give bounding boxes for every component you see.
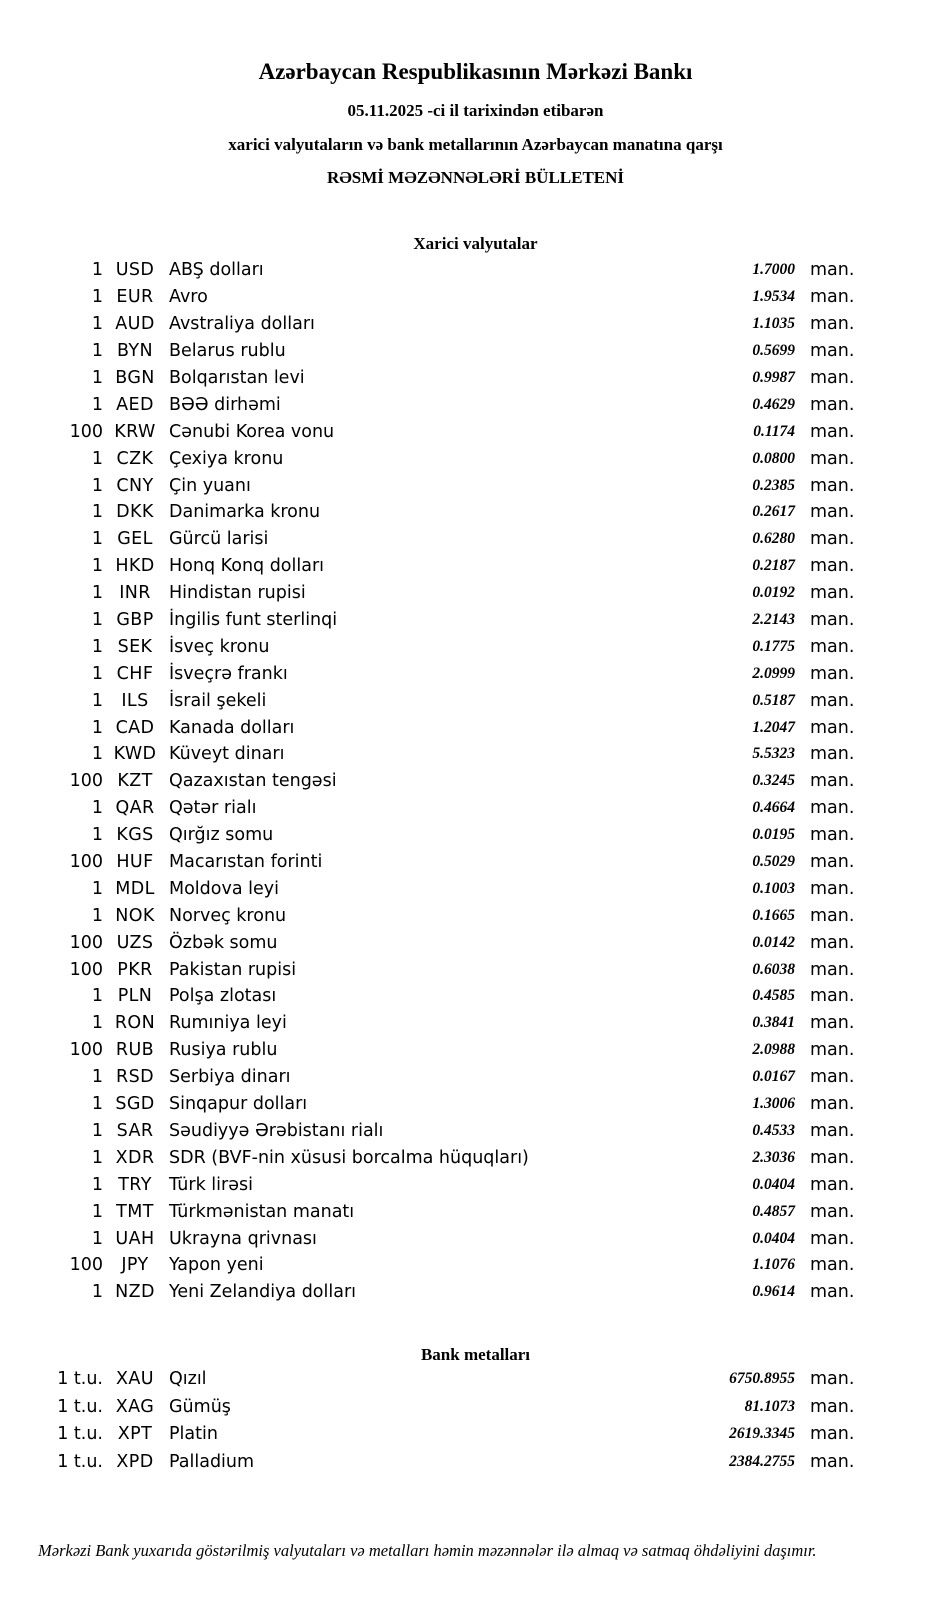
currency-name: Küveyt dinarı <box>169 744 285 765</box>
currencies-table <box>0 257 855 1306</box>
currency-name: İsrail şekeli <box>169 690 267 711</box>
metal-name: Palladium <box>169 1451 255 1472</box>
manat-unit-label: man. <box>810 852 855 873</box>
currency-code: SAR <box>116 1120 154 1141</box>
currency-code: ILS <box>121 690 149 711</box>
currency-quantity: 100 <box>69 959 103 980</box>
manat-unit-label: man. <box>810 905 855 926</box>
manat-unit-label: man. <box>810 690 855 711</box>
manat-unit-label: man. <box>810 986 855 1007</box>
currency-row <box>0 1118 855 1145</box>
manat-unit-label: man. <box>810 394 855 415</box>
currency-name: Danimarka kronu <box>169 502 321 523</box>
currency-code: RON <box>114 1013 156 1034</box>
currency-row <box>0 418 855 445</box>
currency-code: MDL <box>115 878 155 899</box>
currency-rate: 0.4533 <box>752 1121 795 1139</box>
currency-name: BƏƏ dirhəmi <box>169 394 281 415</box>
currency-code: SEK <box>117 636 153 657</box>
currency-name: Türkmənistan manatı <box>169 1201 355 1222</box>
manat-unit-label: man. <box>810 717 855 738</box>
currency-quantity: 1 <box>91 1228 103 1249</box>
metal-code: XPD <box>116 1451 154 1472</box>
currency-quantity: 100 <box>69 421 103 442</box>
currency-code: GBP <box>116 610 154 631</box>
currency-row <box>0 499 855 526</box>
manat-unit-label: man. <box>810 1120 855 1141</box>
currency-code: NOK <box>115 905 155 926</box>
currency-quantity: 1 <box>91 1067 103 1088</box>
currency-quantity: 1 <box>91 1174 103 1195</box>
metals-section-title: Bank metalları <box>420 1344 531 1364</box>
currency-row <box>0 1225 855 1252</box>
currency-rate: 0.5029 <box>752 853 795 871</box>
currency-row <box>0 1010 855 1037</box>
currency-quantity: 1 <box>91 583 103 604</box>
currency-name: Serbiya dinarı <box>169 1067 291 1088</box>
currency-rate: 1.1035 <box>752 315 795 333</box>
manat-unit-label: man. <box>810 1147 855 1168</box>
metal-name: Platin <box>169 1424 218 1445</box>
currency-rate: 0.3841 <box>752 1014 795 1032</box>
currency-row <box>0 1171 855 1198</box>
currency-rate: 1.2047 <box>752 718 795 736</box>
currency-rate: 0.0142 <box>752 933 795 951</box>
manat-unit-label: man. <box>810 1396 855 1417</box>
currency-rate: 0.0800 <box>752 449 795 467</box>
manat-unit-label: man. <box>810 610 855 631</box>
currency-row <box>0 875 855 902</box>
currency-row <box>0 741 855 768</box>
metal-quantity: 1 t.u. <box>57 1451 103 1472</box>
currency-row <box>0 526 855 553</box>
metal-code: XPT <box>117 1424 153 1445</box>
currency-quantity: 1 <box>91 610 103 631</box>
currency-quantity: 1 <box>91 825 103 846</box>
metal-code: XAU <box>116 1369 154 1390</box>
currency-quantity: 1 <box>91 986 103 1007</box>
currency-quantity: 1 <box>91 475 103 496</box>
currency-row <box>0 1091 855 1118</box>
currency-row <box>0 580 855 607</box>
currency-rate: 2.0988 <box>752 1041 795 1059</box>
metal-row <box>0 1448 855 1475</box>
currency-code: KRW <box>114 421 156 442</box>
currency-code: DKK <box>116 502 154 523</box>
currency-quantity: 1 <box>91 502 103 523</box>
currency-name: Çexiya kronu <box>169 448 284 469</box>
currency-rate: 1.9534 <box>752 288 795 306</box>
currency-rate: 0.4664 <box>752 799 795 817</box>
currency-row <box>0 284 855 311</box>
currency-name: Avro <box>169 287 208 308</box>
currency-quantity: 1 <box>91 744 103 765</box>
currency-rate: 0.1003 <box>752 879 795 897</box>
manat-unit-label: man. <box>810 260 855 281</box>
currency-name: İsveç kronu <box>169 636 270 657</box>
currency-name: Sinqapur dolları <box>169 1094 308 1115</box>
manat-unit-label: man. <box>810 287 855 308</box>
currency-row <box>0 391 855 418</box>
currency-code: CNY <box>116 475 154 496</box>
currency-rate: 0.1775 <box>752 637 795 655</box>
currency-code: EUR <box>116 287 154 308</box>
manat-unit-label: man. <box>810 475 855 496</box>
manat-unit-label: man. <box>810 341 855 362</box>
currency-quantity: 1 <box>91 717 103 738</box>
currency-rate: 0.4857 <box>752 1202 795 1220</box>
metal-name: Qızıl <box>169 1369 207 1390</box>
effective-date-line: 05.11.2025 -ci il tarixindən etibarən <box>347 101 604 120</box>
manat-unit-label: man. <box>810 878 855 899</box>
currency-quantity: 1 <box>91 1201 103 1222</box>
currency-name: Özbək somu <box>169 932 278 953</box>
manat-unit-label: man. <box>810 421 855 442</box>
currency-quantity: 100 <box>69 852 103 873</box>
currency-name: Səudiyyə Ərəbistanı rialı <box>169 1120 384 1141</box>
currency-name: Qırğız somu <box>169 825 274 846</box>
currency-code: CAD <box>115 717 155 738</box>
currency-code: HUF <box>116 852 154 873</box>
currency-name: Belarus rublu <box>169 341 286 362</box>
currency-code: QAR <box>115 798 155 819</box>
currency-code: JPY <box>121 1255 149 1276</box>
manat-unit-label: man. <box>810 1067 855 1088</box>
currency-code: RUB <box>115 1040 155 1061</box>
currency-name: Cənubi Korea vonu <box>169 421 335 442</box>
currency-rate: 0.0404 <box>752 1175 795 1193</box>
currency-code: HKD <box>115 556 155 577</box>
currency-code: KWD <box>113 744 157 765</box>
currency-name: İsveçrə frankı <box>169 663 288 684</box>
currency-code: PLN <box>117 986 153 1007</box>
currency-name: Rumıniya leyi <box>169 1013 287 1034</box>
manat-unit-label: man. <box>810 636 855 657</box>
manat-unit-label: man. <box>810 1201 855 1222</box>
currency-rate: 0.6038 <box>752 960 795 978</box>
currency-rate: 2.0999 <box>752 664 795 682</box>
currency-rate: 0.2187 <box>752 557 795 575</box>
currency-name: Moldova leyi <box>169 878 279 899</box>
currency-quantity: 1 <box>91 1147 103 1168</box>
currency-row <box>0 257 855 284</box>
currency-code: GEL <box>117 529 153 550</box>
bulletin-title: RƏSMİ MƏZƏNNƏLƏRİ BÜLLETENİ <box>326 168 625 187</box>
currency-row <box>0 929 855 956</box>
currency-rate: 0.1174 <box>753 422 795 440</box>
metal-code: XAG <box>115 1396 155 1417</box>
currency-name: Çin yuanı <box>169 475 251 496</box>
currency-row <box>0 553 855 580</box>
currency-quantity: 1 <box>91 798 103 819</box>
currency-rate: 1.3006 <box>752 1095 795 1113</box>
currency-rate: 2.2143 <box>752 611 795 629</box>
metal-rate: 2619.3345 <box>729 1425 795 1443</box>
currency-rate: 0.5187 <box>752 691 795 709</box>
currency-code: KZT <box>117 771 153 792</box>
currency-quantity: 1 <box>91 287 103 308</box>
obligation-note: Mərkəzi Bank yuxarıda göstərilmiş valyutaları və metalları həmin məzənnələr ilə almaq və satmaq öhdəliyini daşımır. <box>38 1541 817 1561</box>
manat-unit-label: man. <box>810 825 855 846</box>
manat-unit-label: man. <box>810 368 855 388</box>
manat-unit-label: man. <box>810 1282 855 1303</box>
metal-row <box>0 1366 855 1393</box>
currency-rate: 0.0404 <box>752 1229 795 1247</box>
currency-code: NZD <box>115 1282 155 1303</box>
currency-code: AUD <box>115 314 155 335</box>
currency-code: BYN <box>116 341 154 362</box>
currency-quantity: 1 <box>91 394 103 415</box>
currencies-section-title: Xarici valyutalar <box>413 234 538 253</box>
metal-quantity: 1 t.u. <box>57 1396 103 1417</box>
currency-rate: 0.5699 <box>752 342 795 360</box>
currency-row <box>0 607 855 634</box>
currency-row <box>0 902 855 929</box>
manat-unit-label: man. <box>810 1255 855 1276</box>
currency-rate: 0.3245 <box>752 772 795 790</box>
currency-name: Türk lirəsi <box>169 1174 253 1195</box>
currency-quantity: 1 <box>91 878 103 899</box>
metal-quantity: 1 t.u. <box>57 1369 103 1390</box>
subject-line: xarici valyutaların və bank metallarının Azərbaycan manatına qarşı <box>228 135 723 154</box>
currency-row <box>0 768 855 795</box>
currency-row <box>0 983 855 1010</box>
currency-quantity: 1 <box>91 690 103 711</box>
currency-row <box>0 714 855 741</box>
manat-unit-label: man. <box>810 1451 855 1472</box>
currency-row <box>0 687 855 714</box>
currency-code: INR <box>119 583 151 604</box>
currency-row <box>0 1198 855 1225</box>
currency-name: Norveç kronu <box>169 905 287 926</box>
manat-unit-label: man. <box>810 932 855 953</box>
currency-name: Rusiya rublu <box>169 1040 278 1061</box>
currency-quantity: 100 <box>69 932 103 953</box>
currency-name: Ukrayna qrivnası <box>169 1228 317 1249</box>
currency-name: Qətər rialı <box>169 798 257 819</box>
currency-row <box>0 1252 855 1279</box>
currency-quantity: 1 <box>91 905 103 926</box>
currency-name: Qazaxıstan tengəsi <box>169 771 337 792</box>
currency-quantity: 1 <box>91 260 103 281</box>
currency-rate: 0.4629 <box>752 395 795 413</box>
currency-code: RSD <box>116 1067 154 1088</box>
currency-row <box>0 660 855 687</box>
currency-quantity: 1 <box>91 1282 103 1303</box>
currency-row <box>0 1037 855 1064</box>
currency-quantity: 1 <box>91 314 103 335</box>
manat-unit-label: man. <box>810 556 855 577</box>
currency-code: TRY <box>118 1174 152 1195</box>
metals-table <box>0 1366 855 1476</box>
currency-name: Polşa zlotası <box>169 986 277 1007</box>
currency-code: CHF <box>116 663 154 684</box>
currency-row <box>0 849 855 876</box>
manat-unit-label: man. <box>810 959 855 980</box>
manat-unit-label: man. <box>810 771 855 792</box>
manat-unit-label: man. <box>810 744 855 765</box>
currency-code: XDR <box>115 1147 155 1168</box>
currency-rate: 5.5323 <box>752 745 795 763</box>
manat-unit-label: man. <box>810 663 855 684</box>
currency-name: Macarıstan forinti <box>169 852 323 873</box>
manat-unit-label: man. <box>810 1174 855 1195</box>
currency-quantity: 100 <box>69 771 103 792</box>
metal-row <box>0 1393 855 1420</box>
manat-unit-label: man. <box>810 1424 855 1445</box>
currency-quantity: 1 <box>91 448 103 469</box>
currency-name: Yeni Zelandiya dolları <box>169 1282 357 1303</box>
currency-row <box>0 311 855 338</box>
currency-code: USD <box>115 260 155 281</box>
currency-code: KGS <box>116 825 154 846</box>
currency-row <box>0 795 855 822</box>
metal-name: Gümüş <box>169 1396 231 1417</box>
currency-rate: 0.0192 <box>752 584 795 602</box>
currency-code: CZK <box>116 448 154 469</box>
currency-quantity: 1 <box>91 1094 103 1115</box>
currency-rate: 0.9614 <box>752 1283 795 1301</box>
currency-name: Bolqarıstan levi <box>169 368 305 388</box>
metal-rate: 2384.2755 <box>729 1452 795 1470</box>
bank-name-title: Azərbaycan Respublikasının Mərkəzi Bankı <box>258 59 693 84</box>
manat-unit-label: man. <box>810 1369 855 1390</box>
currency-code: TMT <box>116 1201 154 1222</box>
currency-name: Honq Konq dolları <box>169 556 325 577</box>
currency-quantity: 1 <box>91 1120 103 1141</box>
currency-row <box>0 1064 855 1091</box>
currency-quantity: 1 <box>91 663 103 684</box>
currency-code: SGD <box>115 1094 155 1115</box>
currency-rate: 0.9987 <box>752 369 795 386</box>
manat-unit-label: man. <box>810 448 855 469</box>
currency-name: Pakistan rupisi <box>169 959 297 980</box>
currency-code: UZS <box>116 932 154 953</box>
currency-rate: 1.7000 <box>752 261 795 279</box>
currency-row <box>0 1279 855 1306</box>
currency-rate: 0.0195 <box>752 826 795 844</box>
currency-quantity: 1 <box>91 529 103 550</box>
currency-row <box>0 338 855 365</box>
currency-rate: 0.1665 <box>752 906 795 924</box>
currency-name: İngilis funt sterlinqi <box>169 610 338 631</box>
currency-rate: 0.2385 <box>752 476 795 494</box>
currency-quantity: 100 <box>69 1040 103 1061</box>
manat-unit-label: man. <box>810 1040 855 1061</box>
currency-quantity: 1 <box>91 1013 103 1034</box>
currency-quantity: 1 <box>91 556 103 577</box>
currency-row <box>0 822 855 849</box>
currency-rate: 2.3036 <box>752 1148 795 1166</box>
manat-unit-label: man. <box>810 1228 855 1249</box>
manat-unit-label: man. <box>810 1013 855 1034</box>
currency-row <box>0 956 855 983</box>
metal-rate: 81.1073 <box>744 1397 795 1415</box>
manat-unit-label: man. <box>810 798 855 819</box>
manat-unit-label: man. <box>810 314 855 335</box>
metal-rate: 6750.8955 <box>729 1370 795 1388</box>
manat-unit-label: man. <box>810 583 855 604</box>
currency-rate: 0.4585 <box>752 987 795 1005</box>
currency-row <box>0 472 855 499</box>
currency-name: SDR (BVF-nin xüsusi borcalma hüquqları) <box>169 1147 529 1168</box>
currency-row <box>0 365 855 392</box>
currency-rate: 0.0167 <box>752 1068 795 1086</box>
currency-name: Yapon yeni <box>169 1255 264 1276</box>
currency-rate: 1.1076 <box>752 1256 795 1274</box>
currency-code: PKR <box>117 959 153 980</box>
currency-rate: 0.6280 <box>752 530 795 548</box>
currency-row <box>0 1144 855 1171</box>
manat-unit-label: man. <box>810 529 855 550</box>
currency-quantity: 1 <box>91 368 103 388</box>
currency-name: Kanada dolları <box>169 717 295 738</box>
metal-row <box>0 1421 855 1448</box>
currency-code: UAH <box>115 1228 155 1249</box>
manat-unit-label: man. <box>810 1094 855 1115</box>
currency-name: Hindistan rupisi <box>169 583 306 604</box>
currency-row <box>0 633 855 660</box>
currency-quantity: 1 <box>91 341 103 362</box>
currency-row <box>0 445 855 472</box>
metal-quantity: 1 t.u. <box>57 1424 103 1445</box>
currency-rate: 0.2617 <box>752 503 795 521</box>
currency-code: BGN <box>115 368 155 388</box>
currency-name: Avstraliya dolları <box>169 314 315 335</box>
currency-code: AED <box>116 394 154 415</box>
currency-quantity: 100 <box>69 1255 103 1276</box>
manat-unit-label: man. <box>810 502 855 523</box>
currency-name: ABŞ dolları <box>169 260 264 281</box>
currency-name: Gürcü larisi <box>169 529 269 550</box>
currency-quantity: 1 <box>91 636 103 657</box>
